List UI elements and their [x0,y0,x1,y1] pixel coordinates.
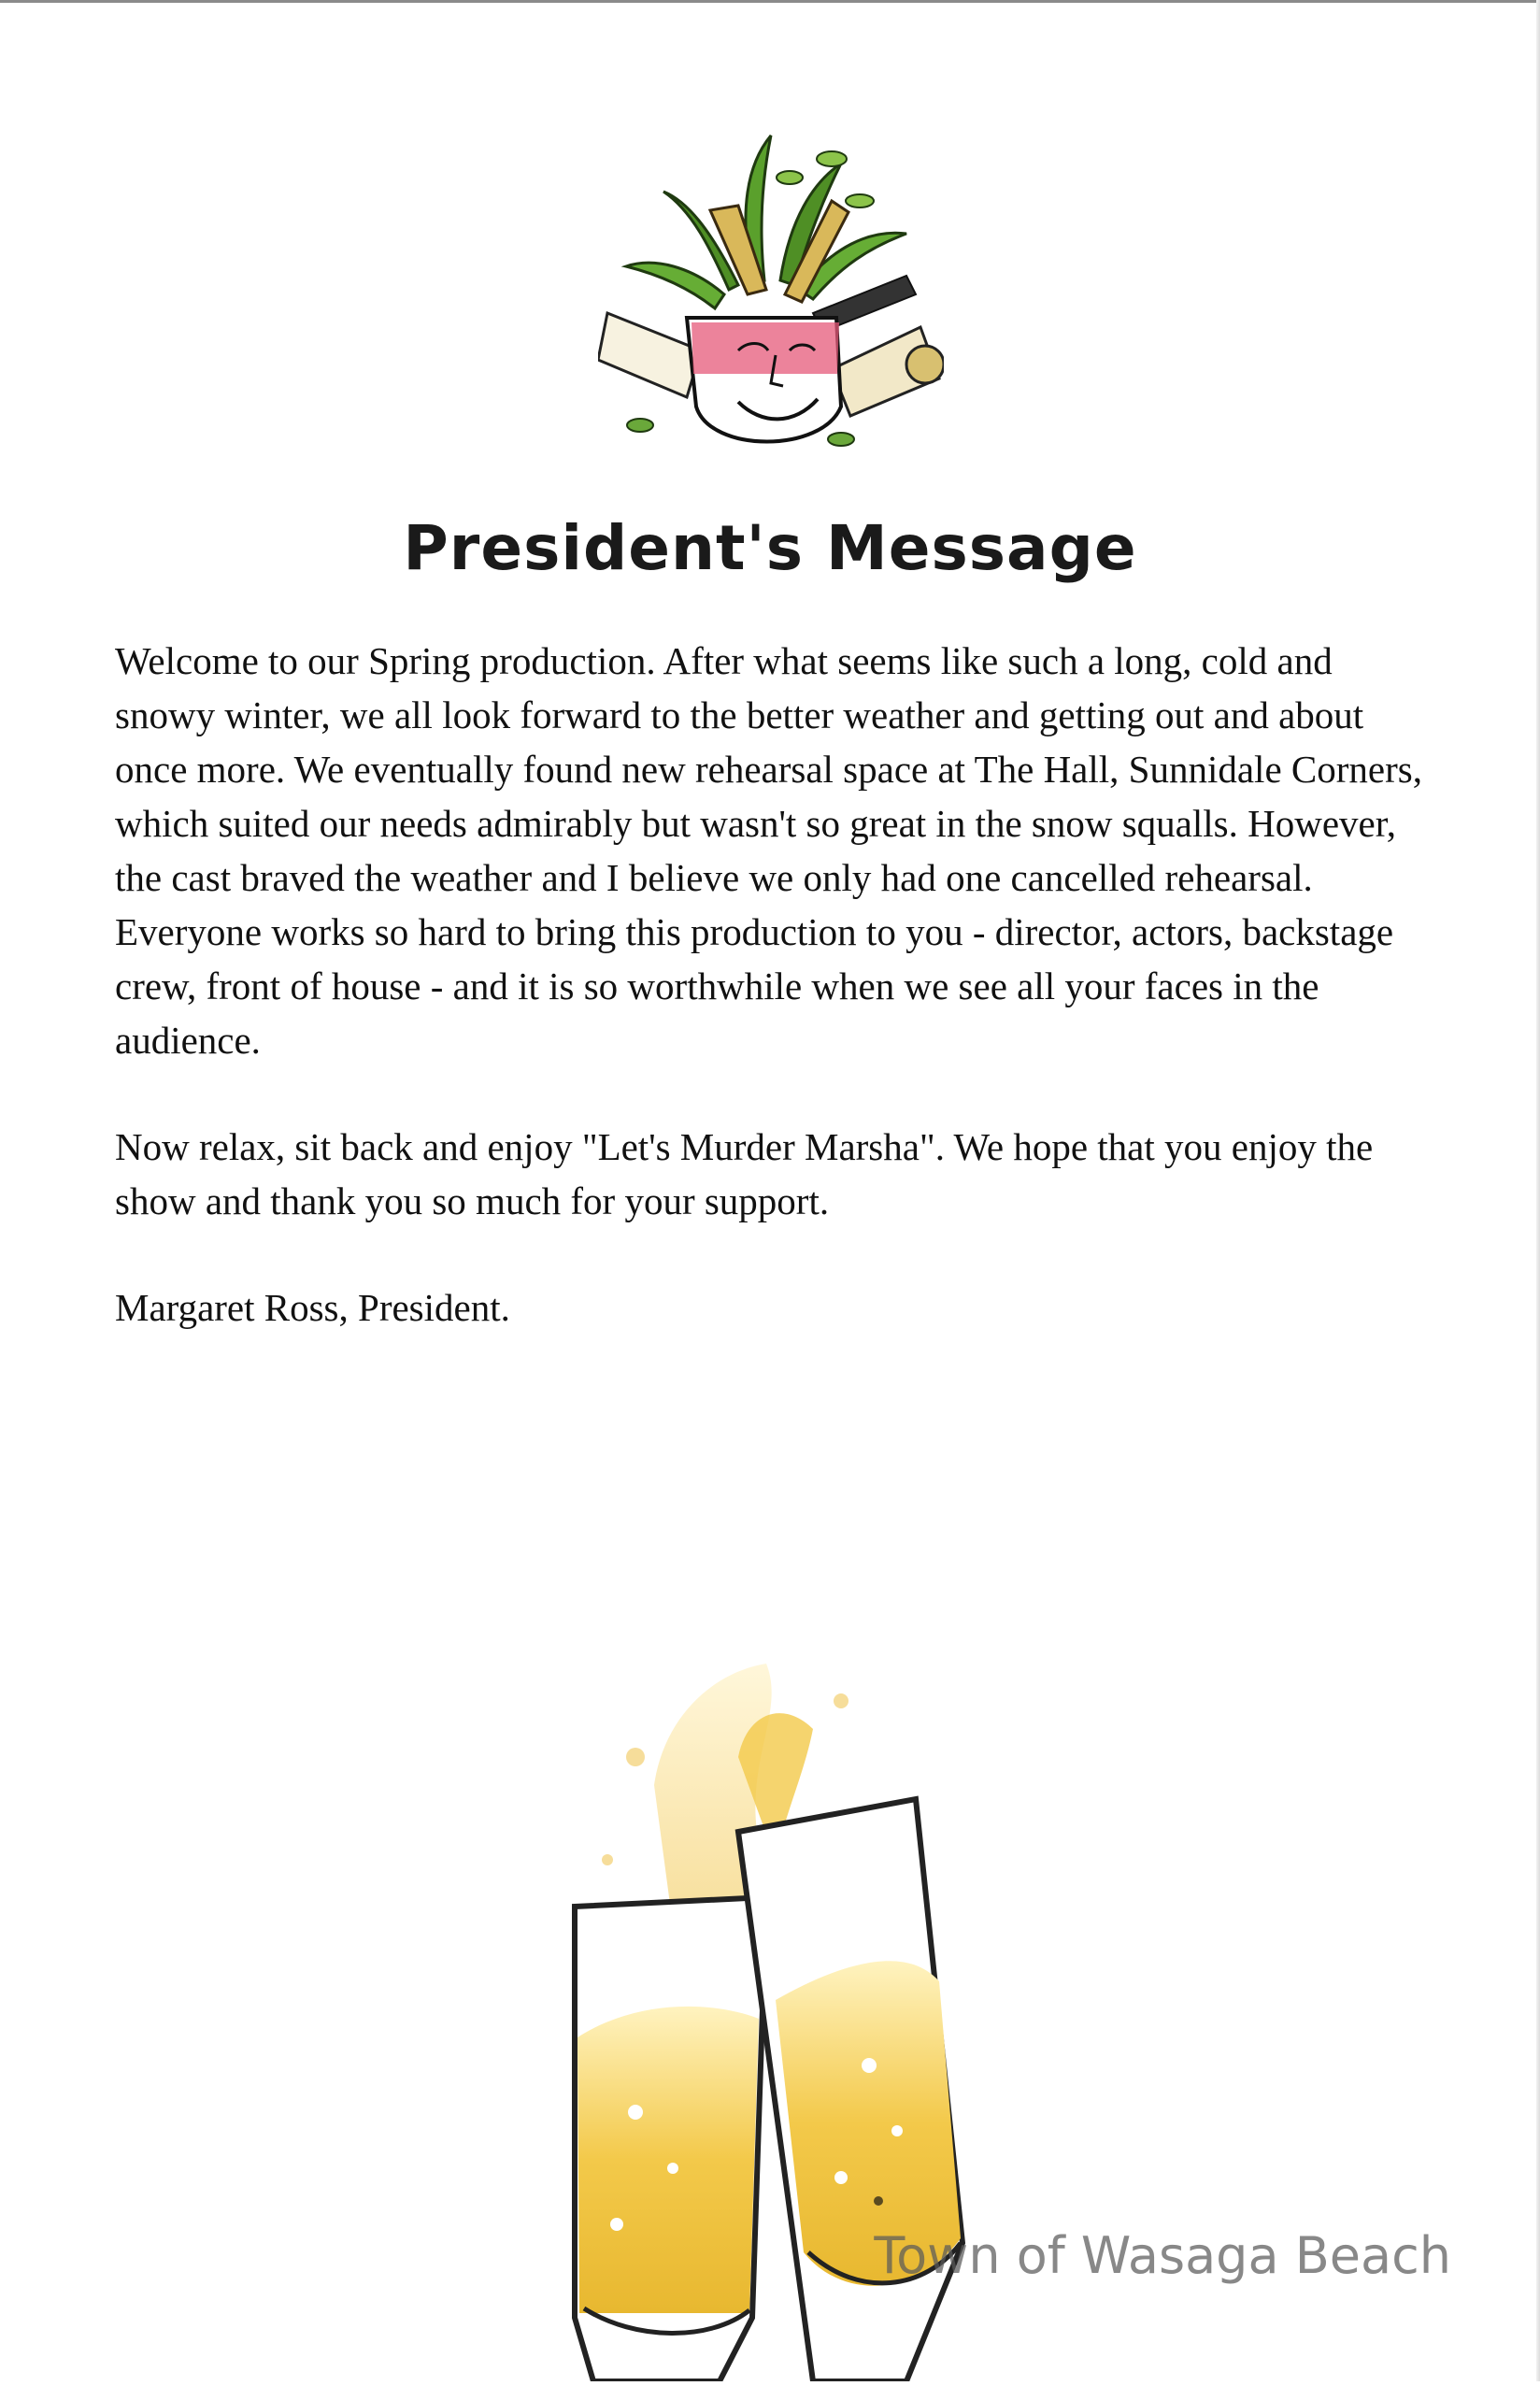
signature: Margaret Ross, President. [115,1286,510,1329]
left-champagne-glass [575,1897,766,2381]
theatre-mask-logo-icon [598,126,944,472]
top-edge-rule [0,0,1540,3]
right-champagne-glass [738,1799,962,2381]
watermark-text: Town of Wasaga Beach [874,2226,1451,2285]
message-paragraph: Welcome to our Spring production. After what seems like such a long, cold and snowy winter, we all look forward to the better weather and getting out and about once more. We eventually found new rehearsal space at The Hall, Sunnidale Corners, which suited our needs admirably but wasn't so great in the snow squalls. However, the cast braved the weather and I believe we only had one cancelled rehearsal. Everyone works so hard to bring this production to you - director, actors, backstage crew, front of house - and it is so worthwhile when we see all your faces in the audience. [115,639,1422,1062]
page-title: President's Message [403,512,1137,584]
message-paragraph: Now relax, sit back and enjoy "Let's Murder Marsha". We hope that you enjoy the show and thank you so much for your support. [115,1125,1374,1222]
page-edge-shadow [1536,0,1540,2381]
message-body [115,634,1442,1387]
